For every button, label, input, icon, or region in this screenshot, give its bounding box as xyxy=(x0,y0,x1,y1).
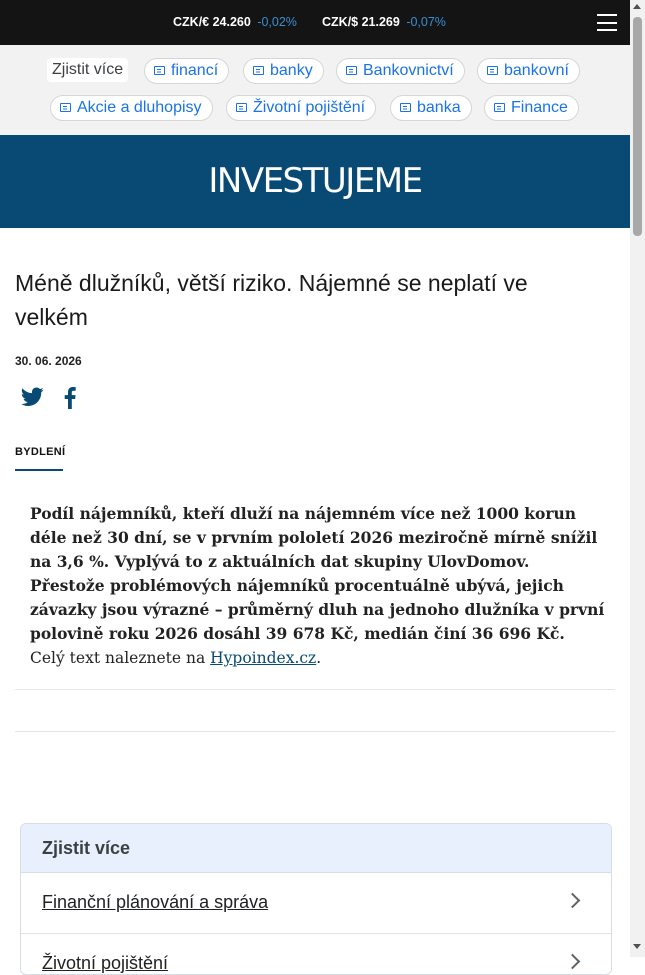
article-icon xyxy=(236,103,247,112)
chip-label: Akcie a dluhopisy xyxy=(77,99,202,116)
chip-banka[interactable] xyxy=(390,95,472,121)
article-icon xyxy=(253,66,264,75)
scroll-up-arrow-icon[interactable] xyxy=(633,4,641,9)
article-icon xyxy=(400,103,411,112)
article-icon xyxy=(60,103,71,112)
chip-akcie[interactable] xyxy=(50,95,213,121)
page-scrollbar[interactable] xyxy=(630,0,645,957)
chip-finance[interactable] xyxy=(144,58,229,84)
eur-rate-change: -0,02% xyxy=(257,15,297,29)
source-link[interactable]: Hypoindex.cz xyxy=(210,649,317,667)
site-logo[interactable]: INVESTUJEME xyxy=(208,161,422,201)
learn-more-item[interactable] xyxy=(21,934,611,975)
chip-finance-2[interactable] xyxy=(484,95,579,121)
source-prefix: Celý text naleznete na xyxy=(30,649,206,667)
chip-banky[interactable] xyxy=(243,58,324,84)
chip-label: banky xyxy=(270,62,313,79)
article-icon xyxy=(487,66,498,75)
article-date: 30. 06. 2026 xyxy=(15,354,82,368)
learn-more-title: Zjistit více xyxy=(42,838,131,858)
chip-label: financí xyxy=(171,62,219,79)
related-search-chips xyxy=(0,45,630,135)
article-icon xyxy=(494,103,505,112)
article-icon xyxy=(154,66,165,75)
chip-label: Bankovnictví xyxy=(363,62,454,79)
chip-label: Životní pojištění xyxy=(253,99,366,116)
learn-more-item-label: Životní pojištění xyxy=(42,953,169,973)
source-suffix: . xyxy=(316,649,322,667)
chip-bankovni[interactable] xyxy=(477,58,580,84)
eur-rate xyxy=(173,15,297,29)
divider xyxy=(15,731,615,732)
learn-more-item[interactable] xyxy=(21,873,611,934)
chip-zivotni-pojisteni[interactable] xyxy=(226,95,376,121)
article-title: Méně dlužníků, větší riziko. Nájemné se neplatí ve velkém xyxy=(15,270,528,330)
chip-label: banka xyxy=(417,99,461,116)
chips-label: Zjistit více xyxy=(47,58,128,82)
hamburger-menu-icon[interactable] xyxy=(597,14,617,31)
learn-more-header xyxy=(21,824,611,873)
chip-label: bankovní xyxy=(504,62,569,79)
currency-bar xyxy=(0,0,630,45)
chip-label: Finance xyxy=(511,99,568,116)
usd-rate-change: -0,07% xyxy=(406,15,446,29)
site-banner xyxy=(0,135,630,228)
usd-rate xyxy=(322,15,446,29)
facebook-icon[interactable] xyxy=(64,387,76,409)
article-category[interactable]: BYDLENÍ xyxy=(15,446,66,458)
learn-more-box xyxy=(20,823,612,975)
scroll-down-arrow-icon[interactable] xyxy=(633,944,641,949)
chevron-right-icon xyxy=(565,893,581,909)
category-underline xyxy=(15,469,63,471)
article-lead: Podíl nájemníků, kteří dluží na nájemném více než 1000 korun déle než 30 dní, se v prvním pololetí 2026 meziročně mírně snížil na 3,6 %. Vyplývá to z aktuálních dat skupiny UlovDomov. Přestože problémových nájemníků procentuálně ubývá, jejich závazky jsou výrazné – průměrný dluh na jednoho dlužníka v první polovině roku 2026 dosáhl 39 678 Kč, medián činí 36 696 Kč. xyxy=(30,504,605,643)
learn-more-item-label: Finanční plánování a správa xyxy=(42,892,269,912)
divider xyxy=(15,689,615,690)
eur-rate-label: CZK/€ 24.260 xyxy=(173,15,251,29)
chip-bankovnictvi[interactable] xyxy=(336,58,465,84)
chevron-right-icon xyxy=(565,954,581,970)
article-body xyxy=(30,502,605,670)
article-icon xyxy=(346,66,357,75)
scrollbar-thumb[interactable] xyxy=(633,17,642,236)
twitter-icon[interactable] xyxy=(21,387,44,407)
usd-rate-label: CZK/$ 21.269 xyxy=(322,15,400,29)
